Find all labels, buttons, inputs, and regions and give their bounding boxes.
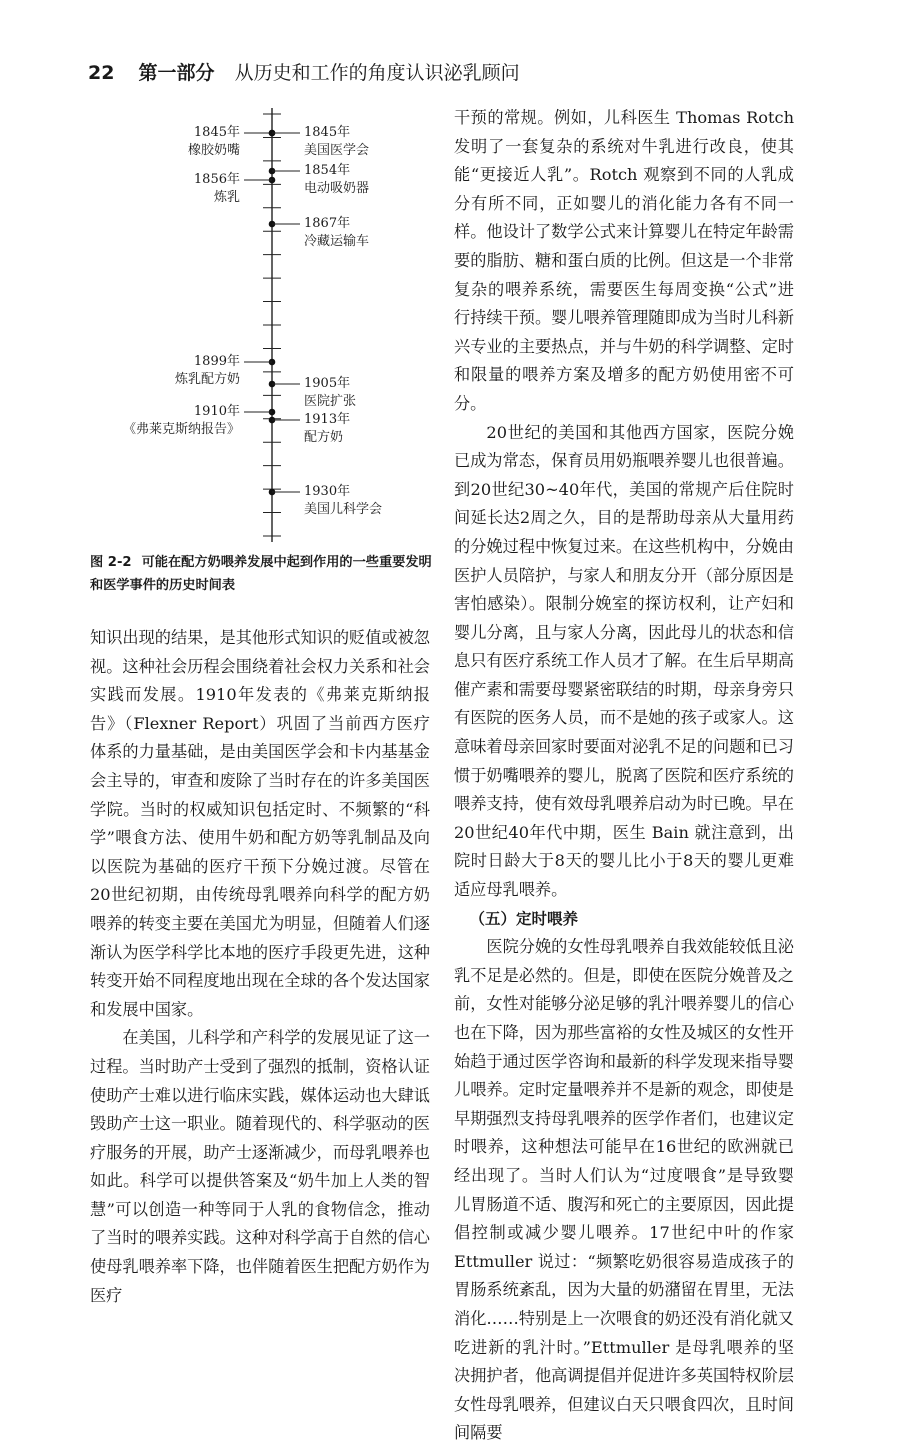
- timeline-event-label: [304, 215, 369, 251]
- running-header: [88, 58, 828, 88]
- section-heading: （五）定时喂养: [469, 909, 579, 928]
- timeline-event-label: [188, 124, 240, 160]
- timeline-event-text: 配方奶: [304, 430, 344, 445]
- timeline-event-label: [304, 124, 369, 160]
- timeline-figure: [90, 100, 435, 550]
- timeline-event-label: [175, 353, 240, 389]
- right-paragraph-2: 20世纪的美国和其他西方国家，医院分娩已成为常态，保育员用奶瓶喂养婴儿也很普遍。到20世纪30~40年代，美国的常规产后住院时间延长达2周之久，目的是帮助母亲从大量用药的分娩过程中恢复过来。在这些机构中，分娩由医护人员陪护，与家人和朋友分开（部分原因是害怕感染）。限制分娩室的探访权利，让产妇和婴儿分离，且与家人分离，因此母儿的状态和信息只有医疗系统工作人员才了解。在生后早期高催产素和需要母婴紧密联结的时期，母亲身旁只有医院的医务人员，而不是她的孩子或家人。这意味着母亲回家时要面对泌乳不足的问题和已习惯于奶嘴喂养的婴儿，脱离了医院和医疗系统的喂养支持，使有效母乳喂养启动为时已晚。早在20世纪40年代中期，医生 Bain 就注意到，出院时日龄大于8天的婴儿比小于8天的婴儿更难适应母乳喂养。: [454, 422, 794, 900]
- timeline-event-text: 电动吸奶器: [304, 181, 370, 196]
- timeline-event-label: [304, 375, 356, 411]
- timeline-event-year: 1899年: [193, 354, 240, 369]
- timeline-event-year: 1856年: [193, 172, 240, 187]
- timeline-event-text: 炼乳配方奶: [174, 372, 240, 387]
- timeline-event-label: [304, 411, 350, 447]
- timeline-event-text: 医院扩张: [304, 394, 357, 409]
- timeline-event-text: 炼乳: [213, 190, 240, 205]
- figure-caption: [90, 551, 435, 597]
- timeline-event-label: [304, 483, 382, 519]
- left-paragraph-2: 在美国，儿科学和产科学的发展见证了这一过程。当时助产士受到了强烈的抵制，资格认证使助产士难以进行临床实践，媒体运动也大肆诋毁助产士这一职业。随着现代的、科学驱动的医疗服务的开展，助产士逐渐减少，而母乳喂养也如此。科学可以提供答案及“奶牛加上人类的智慧”可以创造一种等同于人乳的食物信念，推动了当时的喂养实践。这种对科学高于自然的信心使母乳喂养率下降，也伴随着医生把配方奶作为医疗: [90, 1028, 430, 1305]
- timeline-event-text: 冷藏运输车: [304, 234, 370, 249]
- right-column: [454, 104, 794, 1448]
- timeline-event-label: [194, 171, 240, 207]
- timeline-event-text: 美国儿科学会: [304, 502, 383, 517]
- right-paragraph-1: 干预的常规。例如，儿科医生 Thomas Rotch 发明了一套复杂的系统对牛乳进行改良，使其能“更接近人乳”。Rotch 观察到不同的人乳成分有所不同，正如婴儿的消化能力各有不同一样。他设计了数学公式来计算婴儿在特定年龄需要的脂肪、糖和蛋白质的比例。但这是一个非常复杂的喂养系统，需要医生每周变换“公式”进行持续干预。婴儿喂养管理随即成为当时儿科新兴专业的主要热点，并与牛奶的科学调整、定时和限量的喂养方案及增多的配方奶使用密不可分。: [454, 108, 794, 413]
- figure-number: 图 2-2: [90, 555, 132, 570]
- left-paragraph-1: 知识出现的结果，是其他形式知识的贬值或被忽视。这种社会历程会围绕着社会权力关系和社会实践而发展。1910年发表的《弗莱克斯纳报告》（Flexner Report）巩固了当前西方医疗体系的力量基础，是由美国医学会和卡内基基金会主导的，审查和废除了当时存在的许多美国医学院。当时的权威知识包括定时、不频繁的“科学”喂食方法、使用牛奶和配方奶等乳制品及向以医院为基础的医疗干预下分娩过渡。尽管在20世纪初期，由传统母乳喂养向科学的配方奶喂养的转变主要在美国尤为明显，但随着人们逐渐认为医学科学比本地的医疗手段更先进，这种转变开始不同程度地出现在全球的各个发达国家和发展中国家。: [90, 628, 430, 1019]
- timeline-event-text: 橡胶奶嘴: [187, 143, 240, 158]
- page-number: 22: [88, 62, 115, 84]
- timeline-event-year: 1854年: [304, 163, 351, 178]
- timeline-event-year: 1905年: [304, 376, 351, 391]
- timeline-event-year: 1845年: [304, 125, 351, 140]
- timeline-event-label: [123, 403, 240, 439]
- left-column: [90, 624, 430, 1310]
- timeline-axis: [90, 100, 435, 550]
- timeline-event-year: 1910年: [193, 404, 240, 419]
- timeline-event-year: 1867年: [304, 216, 351, 231]
- timeline-event-year: 1913年: [304, 412, 351, 427]
- timeline-event-text: 《弗莱克斯纳报告》: [122, 422, 240, 437]
- timeline-event-text: 美国医学会: [304, 143, 370, 158]
- figure-caption-text: 可能在配方奶喂养发展中起到作用的一些重要发明和医学事件的历史时间表: [90, 555, 432, 593]
- part-title: 从历史和工作的角度认识泌乳顾问: [234, 62, 520, 84]
- timeline-event-year: 1845年: [193, 125, 240, 140]
- part-label: 第一部分: [138, 62, 215, 84]
- right-paragraph-3: 医院分娩的女性母乳喂养自我效能较低且泌乳不足是必然的。但是，即使在医院分娩普及之前，女性对能够分泌足够的乳汁喂养婴儿的信心也在下降，因为那些富裕的女性及城区的女性开始趋于通过医学咨询和最新的科学发现来指导婴儿喂养。定时定量喂养并不是新的观念，即使是早期强烈支持母乳喂养的医学作者们，也建议定时喂养，这种想法可能早在16世纪的欧洲就已经出现了。当时人们认为“过度喂食”是导致婴儿胃肠道不适、腹泻和死亡的主要原因，因此提倡控制或减少婴儿喂养。17世纪中叶的作家 Ettmuller 说过：“频繁吃奶很容易造成孩子的胃肠系统紊乱，因为大量的奶潴留在胃里，无法消化……特别是上一次喂食的奶还没有消化就又吃进新的乳汁时。”Ettmuller 是母乳喂养的坚决拥护者，他高调提倡并促进许多英国特权阶层女性母乳喂养，但建议白天只喂食四次，且时间间隔要: [454, 937, 794, 1443]
- timeline-event-year: 1930年: [304, 484, 351, 499]
- timeline-event-label: [304, 162, 369, 198]
